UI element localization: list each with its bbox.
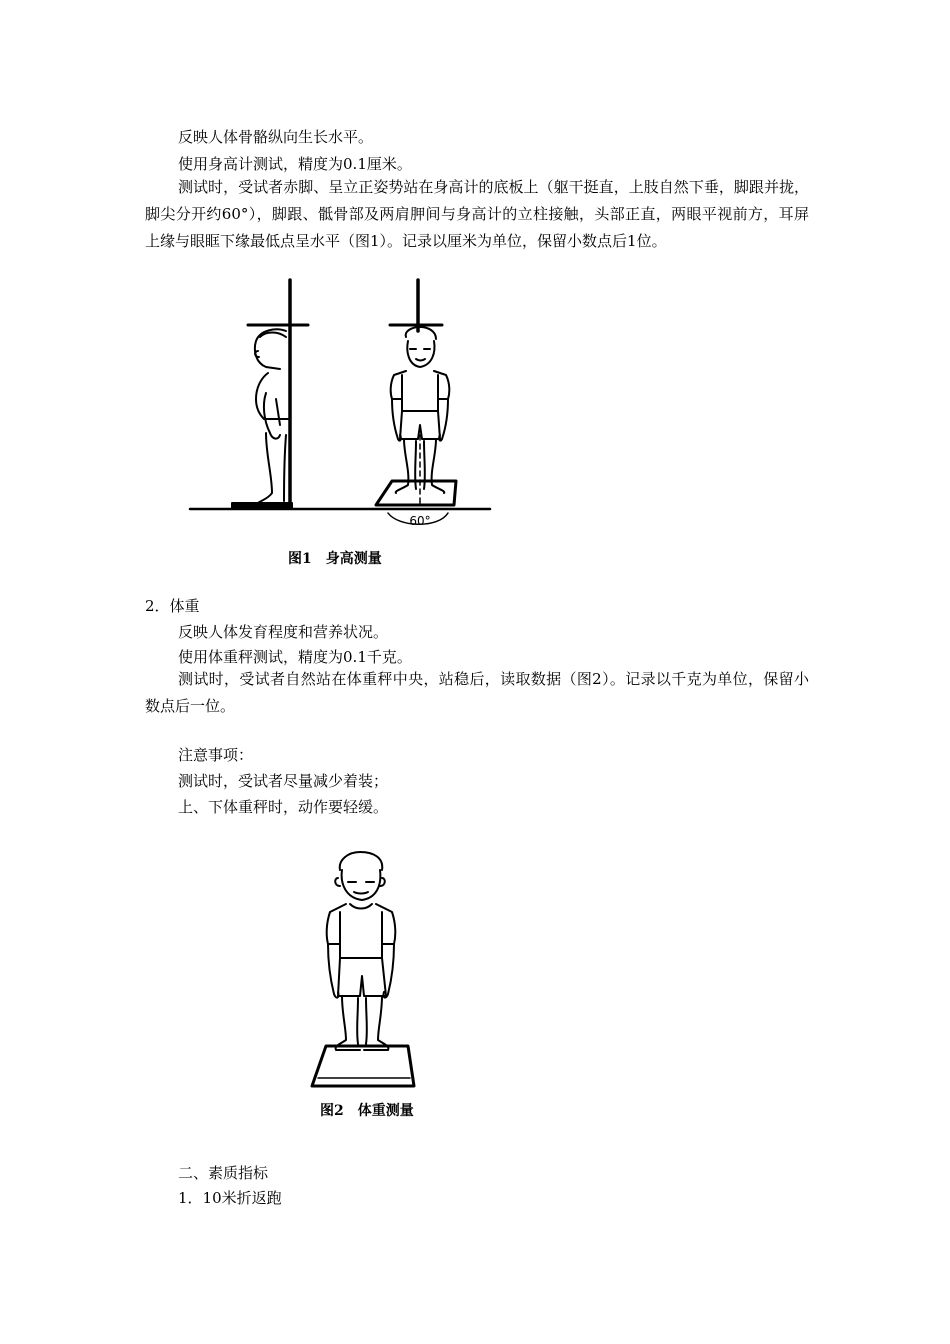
height-procedure-paragraph: 测试时，受试者赤脚、呈立正姿势站在身高计的底板上（躯干挺直，上肢自然下垂，脚跟并拢，脚尖分开约60°），脚跟、骶骨部及两肩胛间与身高计的立柱接触，头部正直，两眼平视前方，耳屏上缘与眼眶下缘最低点呈水平（图1）。记录以厘米为单位，保留小数点后1位。 (145, 178, 809, 250)
weight-heading: 2．体重 (145, 597, 200, 615)
notes-title: 注意事项： (178, 746, 254, 764)
weight-procedure-paragraph: 测试时，受试者自然站在体重秤中央，站稳后，读取数据（图2）。记录以千克为单位，保留小数点后一位。 (145, 670, 809, 715)
height-desc-line: 反映人体骨骼纵向生长水平。 (178, 128, 374, 146)
weight-instrument-line: 使用体重秤测试，精度为0.1千克。 (178, 648, 412, 666)
height-measurement-figure (180, 275, 500, 535)
figure1-caption: 图1 身高测量 (288, 551, 382, 567)
height-instrument-line: 使用身高计测试，精度为0.1厘米。 (178, 155, 412, 173)
angle-label: 60° (409, 514, 431, 528)
fitness-heading: 二、素质指标 (178, 1164, 269, 1182)
note-item-2: 上、下体重秤时，动作要轻缓。 (178, 798, 389, 816)
figure2-caption: 图2 体重测量 (320, 1103, 414, 1119)
weight-measurement-figure (300, 848, 440, 1093)
weight-desc-line: 反映人体发育程度和营养状况。 (178, 623, 389, 641)
fitness-subheading-shuttle-run: 1．10米折返跑 (178, 1189, 282, 1207)
note-item-1: 测试时，受试者尽量减少着装； (178, 772, 389, 790)
